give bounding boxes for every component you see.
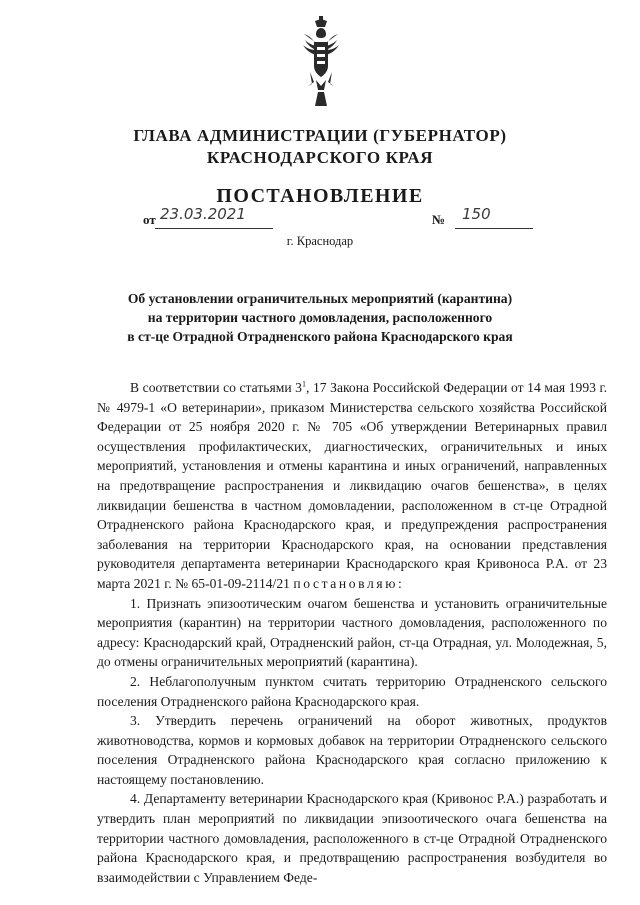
issuer-title-line1: ГЛАВА АДМИНИСТРАЦИИ (ГУБЕРНАТОР) [133, 126, 507, 145]
number-value: 150 [462, 205, 491, 223]
date-underline [155, 228, 273, 229]
preamble-text-a: В соответствии со статьями 3 [130, 380, 302, 395]
document-title [110, 289, 530, 346]
issuer-title-line2: КРАСНОДАРСКОГО КРАЯ [206, 148, 434, 167]
title-line: Об установлении ограничительных мероприятий (карантина) [127, 291, 513, 306]
list-item: 1. Признать эпизоотическим очагом бешенства и установить ограничительные мероприятия (карантин) на территории частного домовладения, расположенного по адресу: Краснодарский край, Отрадненский район, ст-ца Отрадная, ул. Молодежная, 5, до отмены ограничительных мероприятий (карантина). [97, 595, 607, 670]
document-type: ПОСТАНОВЛЕНИЕ [216, 185, 424, 207]
title-line: в ст-це Отрадной Отрадненского района Краснодарского края [127, 329, 513, 344]
list-item: 2. Неблагополучным пунктом считать территорию Отрадненского сельского поселения Отрадненского района Краснодарского края. [97, 673, 607, 709]
number-prefix: № [432, 212, 446, 227]
preamble-text-b: , 17 Закона Российской Федерации от 14 мая 1993 г. № 4979-1 «О ветеринарии», приказом Министерства сельского хозяйства Российской Федерации от 25 ноября 2020 г. № 705 «Об утверждении Ветеринарных правил осуществления профилактических, диагностических, ограничительных и иных мероприятий, установления и отмены карантина и иных ограничений, направленных на предотвращение распространения и ликвидацию очагов бешенства», в целях ликвидации бешенства в частном домовладении, расположенном в ст-це Отрадной Отрадненского района Краснодарского края, и предупреждения распространения заболевания на территории Краснодарского края, на основании представления руководителя департамента ветеринарии Краснодарского края Кривоноса Р.А. от 23 марта 2021 г. № 65-01-09-2114/21 [97, 380, 607, 591]
preamble-superscript: 1 [301, 379, 306, 389]
number-underline [455, 228, 533, 229]
title-line: на территории частного домовладения, расположенного [147, 310, 493, 325]
city: г. Краснодар [286, 234, 354, 248]
date-prefix: от [143, 212, 156, 227]
date-value: 23.03.2021 [160, 205, 246, 223]
list-item: 3. Утвердить перечень ограничений на оборот животных, продуктов животноводства, кормов и кормовых добавок на территории Отрадненского сельского поселения Отрадненского района Краснодарского края согласно приложению к настоящему постановлению. [97, 713, 607, 787]
coat-of-arms-emblem [298, 14, 344, 110]
document-body [97, 378, 607, 887]
list-item: 4. Департаменту ветеринарии Краснодарского края (Кривонос Р.А.) разработать и утвердить план мероприятий по ликвидации эпизоотического очага бешенства на территории частного домовладения, расположенного в ст-це Отрадной Отрадненского района Краснодарского края, и предотвращению распространения возбудителя во взаимодействии с Управлением Феде- [97, 791, 607, 885]
resolving-word: постановляю: [293, 575, 405, 591]
preamble-paragraph [97, 378, 607, 594]
